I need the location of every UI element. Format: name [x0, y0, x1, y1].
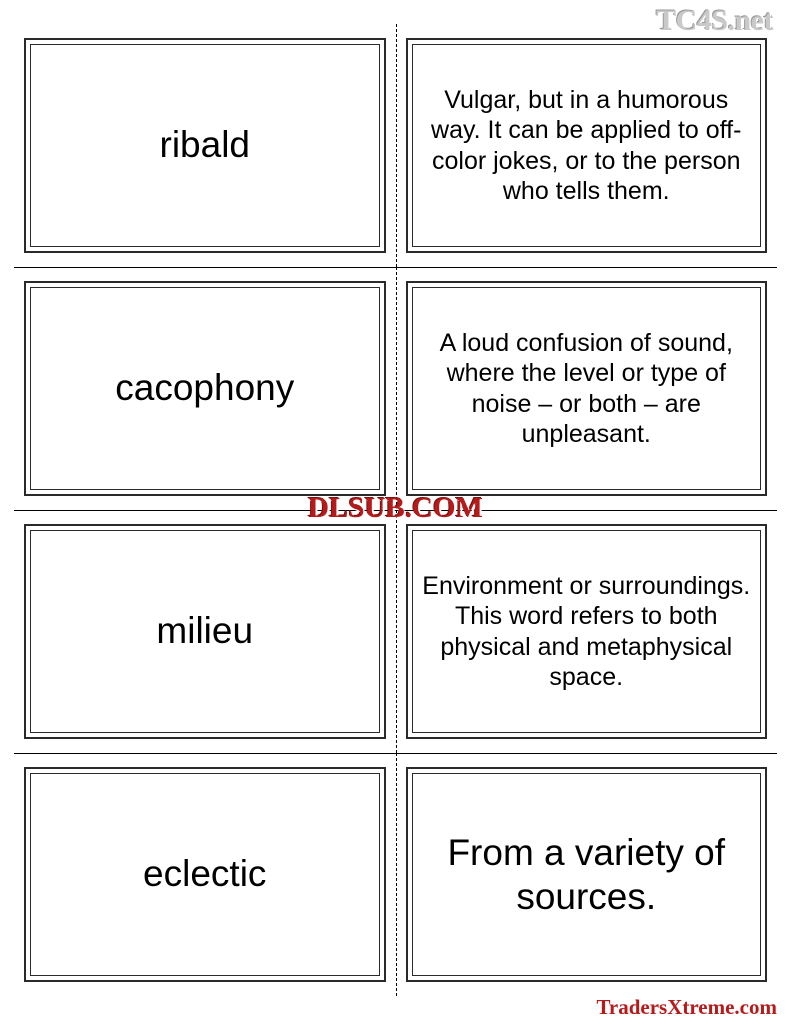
flashcard-definition-cell	[396, 753, 778, 996]
flashcard-term-card-inner	[30, 287, 380, 490]
flashcard-definition-card	[406, 281, 768, 496]
watermark-top-right: TC4S.net	[656, 4, 773, 37]
flashcard-term-text: cacophony	[115, 367, 295, 409]
flashcard-term-cell	[14, 510, 396, 753]
flashcard-row	[14, 24, 777, 267]
flashcard-term-text: ribald	[159, 124, 250, 166]
flashcard-term-text: milieu	[156, 610, 254, 652]
watermark-center: DLSUB.COM	[308, 492, 483, 524]
flashcard-row	[14, 510, 777, 753]
flashcard-term-cell	[14, 24, 396, 267]
flashcard-term-card	[24, 38, 386, 253]
flashcard-row	[14, 753, 777, 996]
flashcard-term-card	[24, 767, 386, 982]
flashcard-definition-cell	[396, 510, 778, 753]
flashcard-term-cell	[14, 267, 396, 510]
flashcard-term-cell	[14, 753, 396, 996]
cut-line-vertical	[396, 753, 397, 996]
flashcard-term-card-inner	[30, 44, 380, 247]
cut-line-vertical	[396, 24, 397, 267]
flashcard-definition-card-inner	[412, 44, 762, 247]
cut-line-vertical	[396, 267, 397, 510]
flashcard-definition-cell	[396, 267, 778, 510]
flashcard-definition-card-inner	[412, 773, 762, 976]
flashcard-term-text: eclectic	[143, 853, 267, 895]
cut-line-vertical	[396, 510, 397, 753]
flashcard-definition-text: From a variety of sources.	[447, 831, 726, 917]
flashcard-row	[14, 267, 777, 510]
flashcard-definition-cell	[396, 24, 778, 267]
watermark-bottom-right: TradersXtreme.com	[596, 995, 777, 1019]
flashcard-definition-card	[406, 38, 768, 253]
flashcard-definition-card-inner	[412, 530, 762, 733]
flashcard-definition-text: A loud confusion of sound, where the level or type of noise – or both – are unpleasant.	[439, 328, 733, 448]
flashcard-term-card	[24, 524, 386, 739]
flashcard-definition-text: Vulgar, but in a humorous way. It can be applied to off-color jokes, or to the person who tells them.	[431, 85, 742, 205]
flashcard-definition-card	[406, 767, 768, 982]
flashcard-definition-card-inner	[412, 287, 762, 490]
flashcard-term-card-inner	[30, 530, 380, 733]
flashcard-term-card	[24, 281, 386, 496]
flashcard-definition-text: Environment or surroundings. This word refers to both physical and metaphysical space.	[422, 571, 751, 691]
flashcard-definition-card	[406, 524, 768, 739]
flashcard-term-card-inner	[30, 773, 380, 976]
